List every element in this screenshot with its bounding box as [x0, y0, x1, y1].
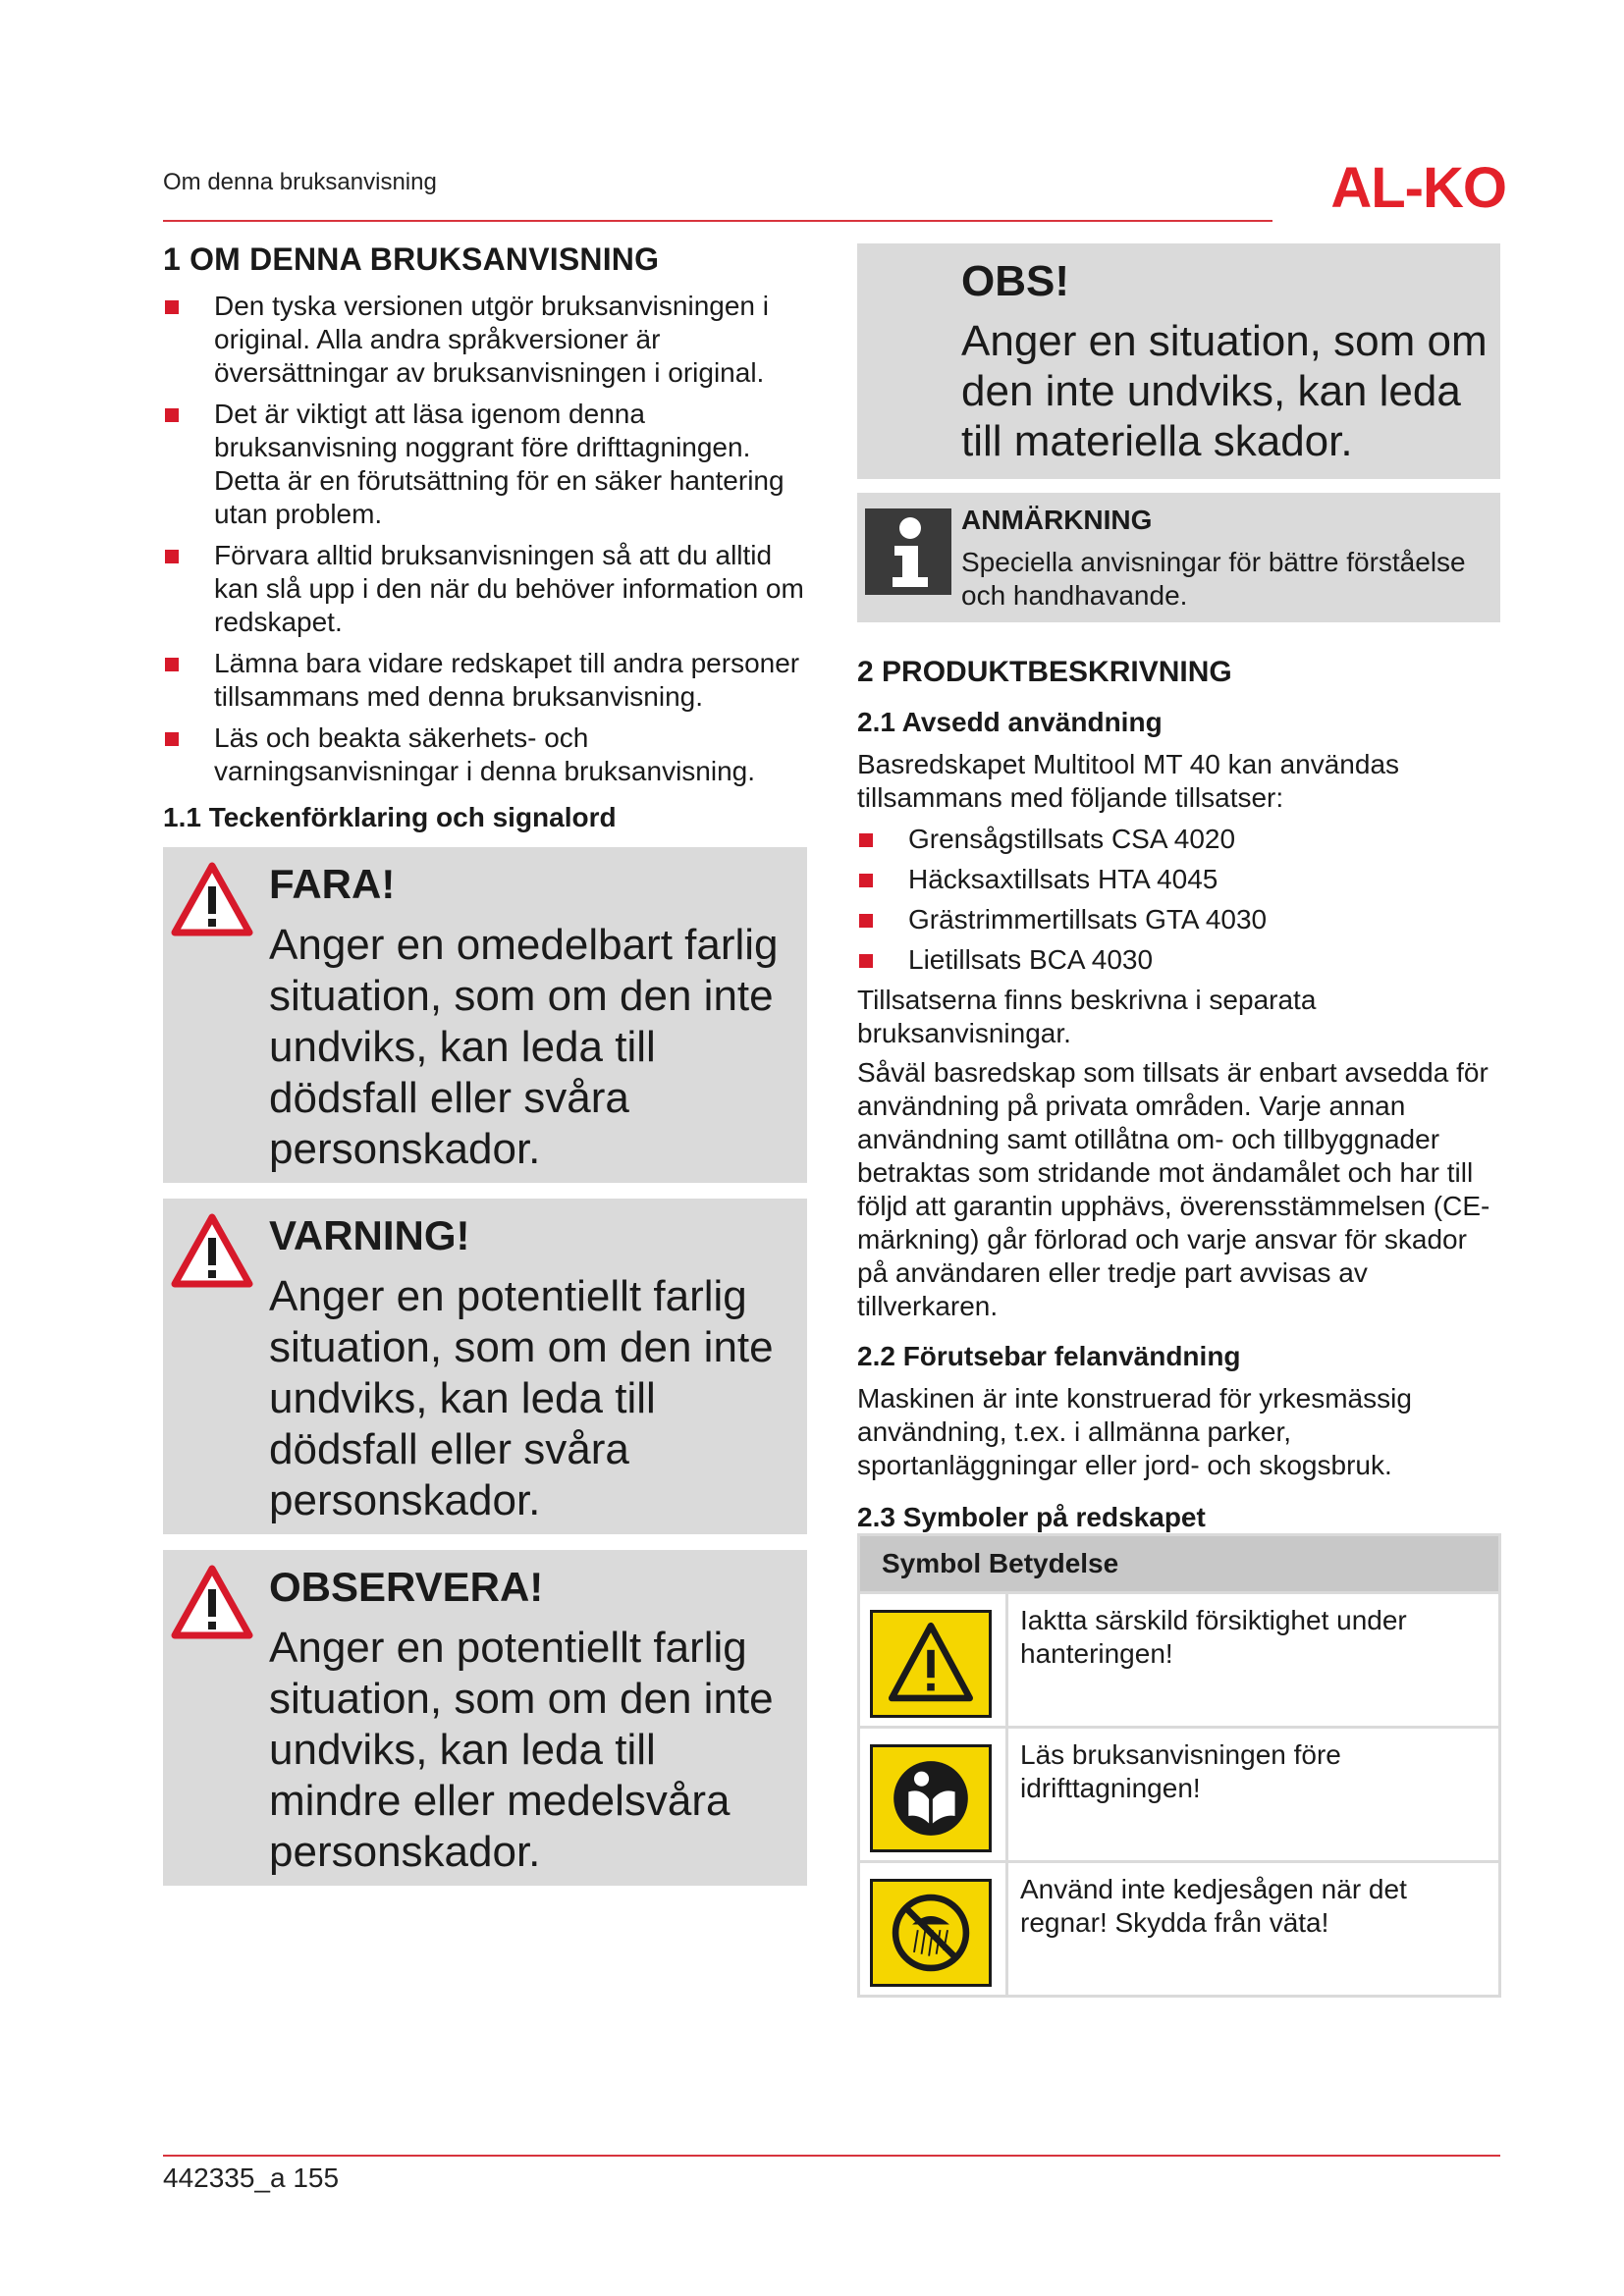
bullet-square-icon: [165, 408, 179, 422]
right-column: [857, 243, 1500, 1998]
list-item: Häcksaxtillsats HTA 4045: [857, 863, 1500, 896]
warning-text: Anger en potentiellt farlig situation, som om den inte undviks, kan leda till dödsfall eller svåra personskador.: [269, 1272, 774, 1524]
section-2-1-intro: Basredskapet Multitool MT 40 kan användas tillsammans med följande tillsatser:: [857, 749, 1400, 813]
section-1-heading: 1 OM DENNA BRUKSANVISNING: [163, 241, 660, 277]
bullet-square-icon: [165, 658, 179, 671]
no-rain-icon: [870, 1879, 992, 1987]
bullet-square-icon: [859, 954, 873, 968]
table-row: [859, 1728, 1500, 1862]
bullet-square-icon: [165, 300, 179, 314]
section-1-1-heading: 1.1 Teckenförklaring och signalord: [163, 802, 617, 832]
section-2-3-heading: 2.3 Symboler på redskapet: [857, 1502, 1206, 1532]
warning-box: [163, 1199, 807, 1534]
danger-box: [163, 847, 807, 1183]
warning-triangle-icon: [870, 1610, 992, 1718]
list-item: Grensågstillsats CSA 4020: [857, 823, 1500, 856]
list-item: Det är viktigt att läsa igenom denna bruksanvisning noggrant före drifttagningen. Detta är en förutsättning för en säker hantering utan problem.: [163, 398, 807, 531]
caution-triangle-icon: [171, 1564, 253, 1640]
info-icon: [865, 508, 951, 595]
notice-text: Anger en situation, som om den inte undviks, kan leda till materiella skador.: [961, 317, 1488, 465]
symbol-table: [857, 1533, 1501, 1998]
header-divider: [163, 220, 1272, 222]
symbol-meaning: Iaktta särskild försiktighet under hanteringen!: [1007, 1593, 1500, 1728]
note-box: [857, 493, 1500, 622]
caution-box: [163, 1550, 807, 1886]
warning-triangle-icon: [171, 1212, 253, 1289]
table-row: [859, 1593, 1500, 1728]
attachment-list: [857, 823, 1500, 977]
caution-title: OBSERVERA!: [269, 1564, 544, 1610]
bullet-square-icon: [165, 550, 179, 563]
notice-title: OBS!: [961, 257, 1069, 305]
list-item: Den tyska versionen utgör bruksanvisningen i original. Alla andra språkversioner är översättningar av bruksanvisningen i original.: [163, 290, 807, 390]
list-item: Läs och beakta säkerhets- och varningsanvisningar i denna bruksanvisning.: [163, 721, 807, 788]
running-header: Om denna bruksanvisning: [163, 169, 437, 195]
table-header-row: [859, 1535, 1500, 1593]
section-2-1-paragraph-2: Såväl basredskap som tillsats är enbart avsedda för användning på privata områden. Varje annan användning samt otillåtna om- och tillbyggnader betraktas som stridande mot ändamålet och har till följd att garantin upphävs, överensstämmelsen (CE-märkning) går förlorad och varje ansvar för skador på användaren eller tredje part avvisas av tillverkaren.: [857, 1057, 1490, 1321]
symbol-meaning: Läs bruksanvisningen före idrifttagningen!: [1007, 1728, 1500, 1862]
bullet-square-icon: [859, 914, 873, 928]
bullet-square-icon: [859, 874, 873, 887]
read-manual-icon: [870, 1744, 992, 1852]
notice-box: [857, 243, 1500, 479]
symbol-meaning: Använd inte kedjesågen när det regnar! Skydda från väta!: [1007, 1862, 1500, 1997]
danger-triangle-icon: [171, 861, 253, 937]
caution-text: Anger en potentiellt farlig situation, som om den inte undviks, kan leda till mindre eller medelsvåra personskador.: [269, 1624, 774, 1876]
note-text: Speciella anvisningar för bättre förståelse och handhavande.: [961, 547, 1466, 611]
section-1-bullets: [163, 290, 807, 788]
page-footer: 442335_a 155: [163, 2163, 340, 2193]
danger-title: FARA!: [269, 861, 396, 907]
list-item: Grästrimmertillsats GTA 4030: [857, 903, 1500, 936]
bullet-square-icon: [859, 833, 873, 847]
bullet-square-icon: [165, 732, 179, 746]
table-header: Symbol Betydelse: [859, 1535, 1500, 1593]
section-2-heading: 2 PRODUKTBESKRIVNING: [857, 656, 1232, 688]
list-item: Lietillsats BCA 4030: [857, 943, 1500, 977]
list-item: Lämna bara vidare redskapet till andra personer tillsammans med denna bruksanvisning.: [163, 647, 807, 714]
warning-title: VARNING!: [269, 1212, 470, 1258]
left-column: [163, 241, 807, 1886]
danger-text: Anger en omedelbart farlig situation, som om den inte undviks, kan leda till dödsfall eller svåra personskador.: [269, 921, 779, 1173]
section-2-2-heading: 2.2 Förutsebar felanvändning: [857, 1341, 1241, 1371]
section-2-2-paragraph: Maskinen är inte konstruerad för yrkesmässig användning, t.ex. i allmänna parker, sportanläggningar eller jord- och skogsbruk.: [857, 1383, 1412, 1480]
table-row: [859, 1862, 1500, 1997]
section-2-1-paragraph-1: Tillsatserna finns beskrivna i separata bruksanvisningar.: [857, 985, 1317, 1048]
section-2-1-heading: 2.1 Avsedd användning: [857, 707, 1163, 737]
list-item: Förvara alltid bruksanvisningen så att du alltid kan slå upp i den när du behöver information om redskapet.: [163, 539, 807, 639]
alko-logo: AL-KO: [1330, 156, 1506, 220]
footer-divider: [163, 2155, 1500, 2157]
note-title: ANMÄRKNING: [961, 505, 1153, 535]
